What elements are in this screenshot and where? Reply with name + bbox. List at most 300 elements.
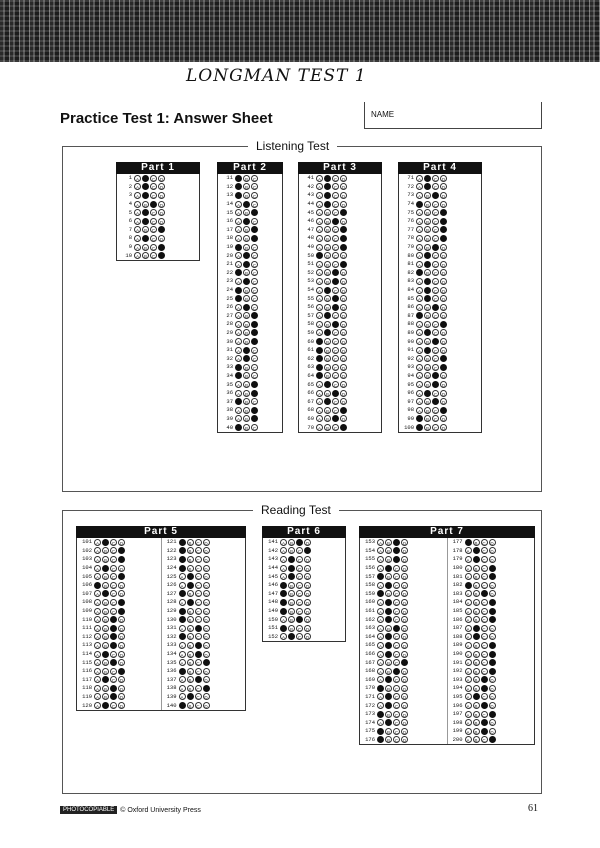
answer-bubble-d[interactable]: D	[119, 643, 124, 649]
answer-bubble-c[interactable]: C	[333, 211, 338, 217]
answer-bubble-c[interactable]: C	[252, 348, 257, 354]
answer-bubble-b[interactable]: B	[188, 600, 192, 606]
answer-bubble-c[interactable]: C	[111, 592, 116, 598]
answer-bubble-b[interactable]: B	[188, 661, 192, 667]
answer-bubble-d[interactable]: D	[341, 374, 346, 380]
answer-bubble-c[interactable]: C	[433, 228, 438, 234]
answer-bubble-a[interactable]: A	[236, 305, 240, 311]
answer-bubble-b[interactable]: B	[244, 408, 248, 414]
answer-bubble-b[interactable]: B	[386, 549, 390, 555]
answer-bubble-c[interactable]: C	[196, 583, 200, 589]
answer-bubble-d[interactable]: D	[341, 262, 346, 268]
answer-bubble-c[interactable]: C	[333, 322, 338, 328]
answer-bubble-a[interactable]: A	[317, 262, 321, 268]
answer-bubble-c[interactable]: C	[111, 678, 116, 684]
answer-bubble-b[interactable]: B	[103, 609, 107, 615]
answer-bubble-b[interactable]: B	[289, 618, 293, 624]
name-field[interactable]	[364, 102, 542, 129]
answer-bubble-b[interactable]: B	[188, 557, 192, 563]
answer-bubble-a[interactable]: A	[135, 245, 139, 251]
answer-bubble-b[interactable]: B	[474, 600, 478, 606]
answer-bubble-a[interactable]: A	[417, 211, 421, 217]
answer-bubble-a[interactable]: A	[317, 245, 321, 251]
answer-bubble-c[interactable]: C	[196, 549, 200, 555]
answer-bubble-b[interactable]: B	[425, 279, 429, 285]
answer-bubble-a[interactable]: A	[466, 712, 470, 718]
answer-bubble-c[interactable]: C	[333, 176, 338, 182]
answer-bubble-c[interactable]: C	[196, 704, 200, 710]
answer-bubble-d[interactable]: D	[490, 609, 494, 615]
answer-bubble-c[interactable]: C	[333, 331, 338, 337]
answer-bubble-c[interactable]: C	[252, 236, 257, 242]
answer-bubble-b[interactable]: B	[325, 254, 329, 260]
answer-bubble-b[interactable]: B	[425, 374, 429, 380]
answer-bubble-a[interactable]: A	[317, 357, 321, 363]
answer-bubble-d[interactable]: D	[441, 322, 446, 328]
answer-bubble-a[interactable]: A	[317, 176, 321, 182]
answer-bubble-c[interactable]: C	[297, 618, 302, 624]
answer-bubble-c[interactable]: C	[252, 365, 257, 371]
answer-bubble-d[interactable]: D	[341, 297, 346, 303]
answer-bubble-d[interactable]: D	[402, 549, 407, 555]
answer-bubble-b[interactable]: B	[425, 211, 429, 217]
answer-bubble-a[interactable]: A	[378, 712, 382, 718]
answer-bubble-d[interactable]: D	[204, 669, 208, 675]
answer-bubble-c[interactable]: C	[111, 566, 116, 572]
answer-bubble-d[interactable]: D	[490, 566, 494, 572]
answer-bubble-d[interactable]: D	[490, 652, 494, 658]
answer-bubble-a[interactable]: A	[417, 322, 421, 328]
answer-bubble-c[interactable]: C	[252, 211, 257, 217]
answer-bubble-a[interactable]: A	[95, 635, 99, 641]
answer-bubble-b[interactable]: B	[425, 193, 429, 199]
answer-bubble-c[interactable]: C	[196, 609, 200, 615]
answer-bubble-b[interactable]: B	[425, 297, 429, 303]
answer-bubble-c[interactable]: C	[333, 348, 338, 354]
answer-bubble-b[interactable]: B	[386, 729, 390, 735]
answer-bubble-c[interactable]: C	[333, 219, 338, 225]
answer-bubble-a[interactable]: A	[317, 322, 321, 328]
answer-bubble-b[interactable]: B	[386, 592, 390, 598]
answer-bubble-b[interactable]: B	[386, 635, 390, 641]
answer-bubble-a[interactable]: A	[466, 557, 470, 563]
answer-bubble-b[interactable]: B	[188, 540, 192, 546]
answer-bubble-d[interactable]: D	[204, 566, 208, 572]
answer-bubble-b[interactable]: B	[325, 262, 329, 268]
answer-bubble-a[interactable]: A	[236, 236, 240, 242]
answer-bubble-d[interactable]: D	[441, 262, 446, 268]
answer-bubble-a[interactable]: A	[417, 348, 421, 354]
answer-bubble-a[interactable]: A	[417, 408, 421, 414]
answer-bubble-b[interactable]: B	[325, 202, 329, 208]
answer-bubble-c[interactable]: C	[333, 279, 338, 285]
answer-bubble-b[interactable]: B	[325, 331, 329, 337]
answer-bubble-d[interactable]: D	[441, 314, 446, 320]
answer-bubble-b[interactable]: B	[325, 322, 329, 328]
answer-bubble-b[interactable]: B	[325, 297, 329, 303]
answer-bubble-b[interactable]: B	[289, 592, 293, 598]
answer-bubble-d[interactable]: D	[119, 540, 124, 546]
answer-bubble-d[interactable]: D	[441, 365, 446, 371]
answer-bubble-b[interactable]: B	[188, 652, 192, 658]
answer-bubble-a[interactable]: A	[378, 721, 382, 727]
answer-bubble-a[interactable]: A	[378, 661, 382, 667]
answer-bubble-a[interactable]: A	[236, 254, 240, 260]
answer-bubble-c[interactable]: C	[196, 618, 200, 624]
answer-bubble-d[interactable]: D	[402, 678, 407, 684]
answer-bubble-d[interactable]: D	[441, 331, 446, 337]
answer-bubble-a[interactable]: A	[317, 400, 321, 406]
answer-bubble-c[interactable]: C	[111, 695, 116, 701]
answer-bubble-d[interactable]: D	[490, 557, 494, 563]
answer-bubble-d[interactable]: D	[341, 400, 346, 406]
answer-bubble-b[interactable]: B	[103, 704, 107, 710]
answer-bubble-d[interactable]: D	[341, 417, 346, 423]
answer-bubble-a[interactable]: A	[417, 236, 421, 242]
answer-bubble-d[interactable]: D	[341, 193, 346, 199]
answer-bubble-c[interactable]: C	[252, 426, 257, 432]
answer-bubble-d[interactable]: D	[119, 635, 124, 641]
answer-bubble-b[interactable]: B	[386, 652, 390, 658]
answer-bubble-a[interactable]: A	[417, 254, 421, 260]
answer-bubble-d[interactable]: D	[341, 322, 346, 328]
answer-bubble-b[interactable]: B	[244, 348, 248, 354]
answer-bubble-a[interactable]: A	[417, 400, 421, 406]
answer-bubble-c[interactable]: C	[433, 417, 438, 423]
answer-bubble-d[interactable]: D	[204, 583, 208, 589]
answer-bubble-c[interactable]: C	[151, 176, 156, 182]
answer-bubble-c[interactable]: C	[433, 340, 438, 346]
answer-bubble-b[interactable]: B	[103, 643, 107, 649]
answer-bubble-b[interactable]: B	[244, 271, 248, 277]
answer-bubble-c[interactable]: C	[333, 262, 338, 268]
answer-bubble-a[interactable]: A	[317, 297, 321, 303]
answer-bubble-b[interactable]: B	[103, 600, 107, 606]
answer-bubble-a[interactable]: A	[466, 618, 470, 624]
answer-bubble-b[interactable]: B	[143, 236, 147, 242]
answer-bubble-c[interactable]: C	[433, 391, 438, 397]
answer-bubble-c[interactable]: C	[333, 228, 338, 234]
answer-bubble-b[interactable]: B	[474, 566, 478, 572]
answer-bubble-c[interactable]: C	[333, 271, 338, 277]
answer-bubble-b[interactable]: B	[474, 729, 478, 735]
answer-bubble-d[interactable]: D	[441, 236, 446, 242]
answer-bubble-a[interactable]: A	[378, 738, 382, 744]
answer-bubble-b[interactable]: B	[474, 661, 478, 667]
answer-bubble-c[interactable]: C	[196, 566, 200, 572]
answer-bubble-d[interactable]: D	[204, 661, 208, 667]
answer-bubble-c[interactable]: C	[196, 592, 200, 598]
answer-bubble-c[interactable]: C	[394, 738, 399, 744]
answer-bubble-c[interactable]: C	[252, 391, 257, 397]
answer-bubble-b[interactable]: B	[244, 254, 248, 260]
answer-bubble-d[interactable]: D	[341, 228, 346, 234]
answer-bubble-c[interactable]: C	[252, 357, 257, 363]
answer-bubble-b[interactable]: B	[325, 365, 329, 371]
answer-bubble-d[interactable]: D	[441, 228, 446, 234]
answer-bubble-a[interactable]: A	[180, 661, 184, 667]
answer-bubble-d[interactable]: D	[341, 408, 346, 414]
answer-bubble-a[interactable]: A	[281, 618, 285, 624]
answer-bubble-a[interactable]: A	[281, 557, 285, 563]
answer-bubble-d[interactable]: D	[159, 185, 164, 191]
answer-bubble-d[interactable]: D	[119, 592, 124, 598]
answer-bubble-a[interactable]: A	[236, 245, 240, 251]
answer-bubble-b[interactable]: B	[244, 400, 248, 406]
answer-bubble-a[interactable]: A	[466, 575, 470, 581]
answer-bubble-a[interactable]: A	[236, 262, 240, 268]
answer-bubble-b[interactable]: B	[103, 635, 107, 641]
answer-bubble-d[interactable]: D	[341, 383, 346, 389]
answer-bubble-d[interactable]: D	[402, 557, 407, 563]
answer-bubble-a[interactable]: A	[95, 626, 99, 632]
answer-bubble-c[interactable]: C	[433, 305, 438, 311]
answer-bubble-b[interactable]: B	[325, 417, 329, 423]
answer-bubble-a[interactable]: A	[317, 314, 321, 320]
answer-bubble-b[interactable]: B	[386, 618, 390, 624]
answer-bubble-a[interactable]: A	[281, 635, 285, 641]
answer-bubble-a[interactable]: A	[466, 686, 470, 692]
answer-bubble-a[interactable]: A	[95, 695, 99, 701]
answer-bubble-a[interactable]: A	[417, 297, 421, 303]
answer-bubble-a[interactable]: A	[135, 211, 139, 217]
answer-bubble-a[interactable]: A	[180, 652, 184, 658]
answer-bubble-a[interactable]: A	[281, 626, 285, 632]
answer-bubble-b[interactable]: B	[325, 305, 329, 311]
answer-bubble-c[interactable]: C	[252, 408, 257, 414]
answer-bubble-d[interactable]: D	[119, 678, 124, 684]
answer-bubble-c[interactable]: C	[433, 211, 438, 217]
answer-bubble-c[interactable]: C	[394, 540, 399, 546]
answer-bubble-d[interactable]: D	[490, 661, 494, 667]
answer-bubble-d[interactable]: D	[402, 635, 407, 641]
answer-bubble-a[interactable]: A	[417, 288, 421, 294]
answer-bubble-c[interactable]: C	[433, 348, 438, 354]
answer-bubble-a[interactable]: A	[281, 600, 285, 606]
answer-bubble-c[interactable]: C	[252, 340, 257, 346]
answer-bubble-a[interactable]: A	[95, 643, 99, 649]
answer-bubble-b[interactable]: B	[474, 549, 478, 555]
answer-bubble-b[interactable]: B	[325, 426, 329, 432]
answer-bubble-d[interactable]: D	[402, 592, 407, 598]
answer-bubble-a[interactable]: A	[236, 211, 240, 217]
answer-bubble-a[interactable]: A	[317, 408, 321, 414]
answer-bubble-d[interactable]: D	[204, 618, 208, 624]
answer-bubble-b[interactable]: B	[386, 600, 390, 606]
answer-bubble-c[interactable]: C	[196, 686, 200, 692]
answer-bubble-b[interactable]: B	[143, 254, 147, 260]
answer-bubble-a[interactable]: A	[466, 669, 470, 675]
answer-bubble-d[interactable]: D	[490, 540, 494, 546]
answer-bubble-d[interactable]: D	[119, 609, 124, 615]
answer-bubble-d[interactable]: D	[402, 695, 407, 701]
answer-bubble-c[interactable]: C	[433, 202, 438, 208]
answer-bubble-a[interactable]: A	[317, 254, 321, 260]
answer-bubble-c[interactable]: C	[482, 618, 486, 624]
answer-bubble-d[interactable]: D	[402, 721, 407, 727]
answer-bubble-b[interactable]: B	[188, 678, 192, 684]
answer-bubble-c[interactable]: C	[333, 185, 338, 191]
answer-bubble-d[interactable]: D	[441, 193, 446, 199]
answer-bubble-b[interactable]: B	[325, 357, 329, 363]
answer-bubble-a[interactable]: A	[180, 566, 184, 572]
answer-bubble-c[interactable]: C	[297, 540, 302, 546]
answer-bubble-b[interactable]: B	[188, 566, 192, 572]
answer-bubble-a[interactable]: A	[95, 575, 99, 581]
answer-bubble-a[interactable]: A	[236, 176, 240, 182]
answer-bubble-a[interactable]: A	[378, 566, 382, 572]
answer-bubble-c[interactable]: C	[394, 635, 399, 641]
answer-bubble-d[interactable]: D	[441, 254, 446, 260]
answer-bubble-b[interactable]: B	[325, 383, 329, 389]
answer-bubble-b[interactable]: B	[143, 176, 147, 182]
answer-bubble-c[interactable]: C	[482, 669, 486, 675]
answer-bubble-b[interactable]: B	[386, 721, 390, 727]
answer-bubble-c[interactable]: C	[252, 279, 257, 285]
answer-bubble-c[interactable]: C	[196, 575, 200, 581]
answer-bubble-c[interactable]: C	[482, 583, 486, 589]
answer-bubble-b[interactable]: B	[474, 712, 478, 718]
answer-bubble-a[interactable]: A	[236, 383, 240, 389]
answer-bubble-b[interactable]: B	[425, 417, 429, 423]
answer-bubble-a[interactable]: A	[466, 566, 470, 572]
answer-bubble-a[interactable]: A	[317, 331, 321, 337]
answer-bubble-b[interactable]: B	[143, 219, 147, 225]
answer-bubble-d[interactable]: D	[341, 211, 346, 217]
answer-bubble-b[interactable]: B	[244, 383, 248, 389]
answer-bubble-b[interactable]: B	[289, 609, 293, 615]
answer-bubble-b[interactable]: B	[244, 236, 248, 242]
answer-bubble-d[interactable]: D	[490, 704, 494, 710]
answer-bubble-b[interactable]: B	[188, 618, 192, 624]
answer-bubble-c[interactable]: C	[252, 314, 257, 320]
answer-bubble-b[interactable]: B	[103, 686, 107, 692]
answer-bubble-d[interactable]: D	[441, 279, 446, 285]
answer-bubble-c[interactable]: C	[252, 322, 257, 328]
answer-bubble-d[interactable]: D	[490, 738, 494, 744]
answer-bubble-c[interactable]: C	[433, 245, 438, 251]
answer-bubble-b[interactable]: B	[325, 236, 329, 242]
answer-bubble-c[interactable]: C	[151, 236, 156, 242]
answer-bubble-a[interactable]: A	[180, 669, 184, 675]
answer-bubble-a[interactable]: A	[466, 704, 470, 710]
answer-bubble-c[interactable]: C	[333, 236, 338, 242]
answer-bubble-d[interactable]: D	[490, 635, 494, 641]
answer-bubble-b[interactable]: B	[386, 626, 390, 632]
answer-bubble-c[interactable]: C	[111, 652, 116, 658]
answer-bubble-d[interactable]: D	[441, 185, 446, 191]
answer-bubble-a[interactable]: A	[236, 193, 240, 199]
answer-bubble-d[interactable]: D	[490, 583, 494, 589]
answer-bubble-c[interactable]: C	[333, 365, 338, 371]
answer-bubble-b[interactable]: B	[325, 400, 329, 406]
answer-bubble-c[interactable]: C	[252, 176, 257, 182]
answer-bubble-b[interactable]: B	[474, 721, 478, 727]
answer-bubble-a[interactable]: A	[417, 357, 421, 363]
answer-bubble-a[interactable]: A	[95, 592, 99, 598]
answer-bubble-b[interactable]: B	[244, 262, 248, 268]
answer-bubble-d[interactable]: D	[305, 557, 310, 563]
answer-bubble-c[interactable]: C	[252, 383, 257, 389]
answer-bubble-a[interactable]: A	[180, 575, 184, 581]
answer-bubble-c[interactable]: C	[252, 219, 257, 225]
answer-bubble-b[interactable]: B	[474, 575, 478, 581]
answer-bubble-c[interactable]: C	[252, 331, 257, 337]
answer-bubble-a[interactable]: A	[317, 374, 321, 380]
answer-bubble-d[interactable]: D	[341, 340, 346, 346]
answer-bubble-a[interactable]: A	[95, 600, 99, 606]
answer-bubble-b[interactable]: B	[425, 348, 429, 354]
answer-bubble-a[interactable]: A	[378, 540, 382, 546]
answer-bubble-b[interactable]: B	[425, 305, 429, 311]
answer-bubble-c[interactable]: C	[482, 704, 486, 710]
answer-bubble-b[interactable]: B	[244, 391, 248, 397]
answer-bubble-d[interactable]: D	[341, 391, 346, 397]
answer-bubble-a[interactable]: A	[180, 643, 184, 649]
answer-bubble-b[interactable]: B	[103, 618, 107, 624]
answer-bubble-b[interactable]: B	[244, 202, 248, 208]
answer-bubble-b[interactable]: B	[425, 288, 429, 294]
answer-bubble-d[interactable]: D	[204, 549, 208, 555]
answer-bubble-c[interactable]: C	[433, 314, 438, 320]
answer-bubble-a[interactable]: A	[466, 626, 470, 632]
answer-bubble-c[interactable]: C	[111, 549, 116, 555]
answer-bubble-c[interactable]: C	[297, 626, 302, 632]
answer-bubble-b[interactable]: B	[386, 686, 390, 692]
answer-bubble-c[interactable]: C	[433, 322, 438, 328]
answer-bubble-b[interactable]: B	[474, 652, 478, 658]
answer-bubble-d[interactable]: D	[490, 592, 494, 598]
answer-bubble-a[interactable]: A	[378, 600, 382, 606]
answer-bubble-d[interactable]: D	[341, 365, 346, 371]
answer-bubble-d[interactable]: D	[441, 245, 446, 251]
answer-bubble-b[interactable]: B	[386, 575, 390, 581]
answer-bubble-b[interactable]: B	[103, 540, 107, 546]
answer-bubble-a[interactable]: A	[417, 383, 421, 389]
answer-bubble-b[interactable]: B	[425, 400, 429, 406]
answer-bubble-b[interactable]: B	[289, 557, 293, 563]
answer-bubble-b[interactable]: B	[425, 408, 429, 414]
answer-bubble-a[interactable]: A	[180, 609, 184, 615]
answer-bubble-c[interactable]: C	[151, 193, 156, 199]
answer-bubble-b[interactable]: B	[325, 391, 329, 397]
answer-bubble-c[interactable]: C	[111, 575, 116, 581]
answer-bubble-b[interactable]: B	[325, 279, 329, 285]
answer-bubble-b[interactable]: B	[289, 583, 293, 589]
answer-bubble-b[interactable]: B	[474, 704, 478, 710]
answer-bubble-a[interactable]: A	[378, 686, 382, 692]
answer-bubble-a[interactable]: A	[466, 549, 470, 555]
answer-bubble-c[interactable]: C	[252, 262, 257, 268]
answer-bubble-a[interactable]: A	[236, 271, 240, 277]
answer-bubble-b[interactable]: B	[188, 626, 192, 632]
answer-bubble-a[interactable]: A	[180, 686, 184, 692]
answer-bubble-c[interactable]: C	[482, 738, 486, 744]
answer-bubble-c[interactable]: C	[252, 245, 257, 251]
answer-bubble-c[interactable]: C	[394, 686, 399, 692]
answer-bubble-d[interactable]: D	[204, 600, 208, 606]
answer-bubble-c[interactable]: C	[111, 704, 116, 710]
answer-bubble-c[interactable]: C	[394, 712, 399, 718]
answer-bubble-c[interactable]: C	[482, 712, 486, 718]
answer-bubble-b[interactable]: B	[386, 557, 390, 563]
answer-bubble-b[interactable]: B	[325, 348, 329, 354]
answer-bubble-b[interactable]: B	[244, 219, 248, 225]
answer-bubble-a[interactable]: A	[317, 219, 321, 225]
answer-bubble-c[interactable]: C	[394, 652, 399, 658]
answer-bubble-d[interactable]: D	[490, 721, 494, 727]
answer-bubble-d[interactable]: D	[402, 652, 407, 658]
